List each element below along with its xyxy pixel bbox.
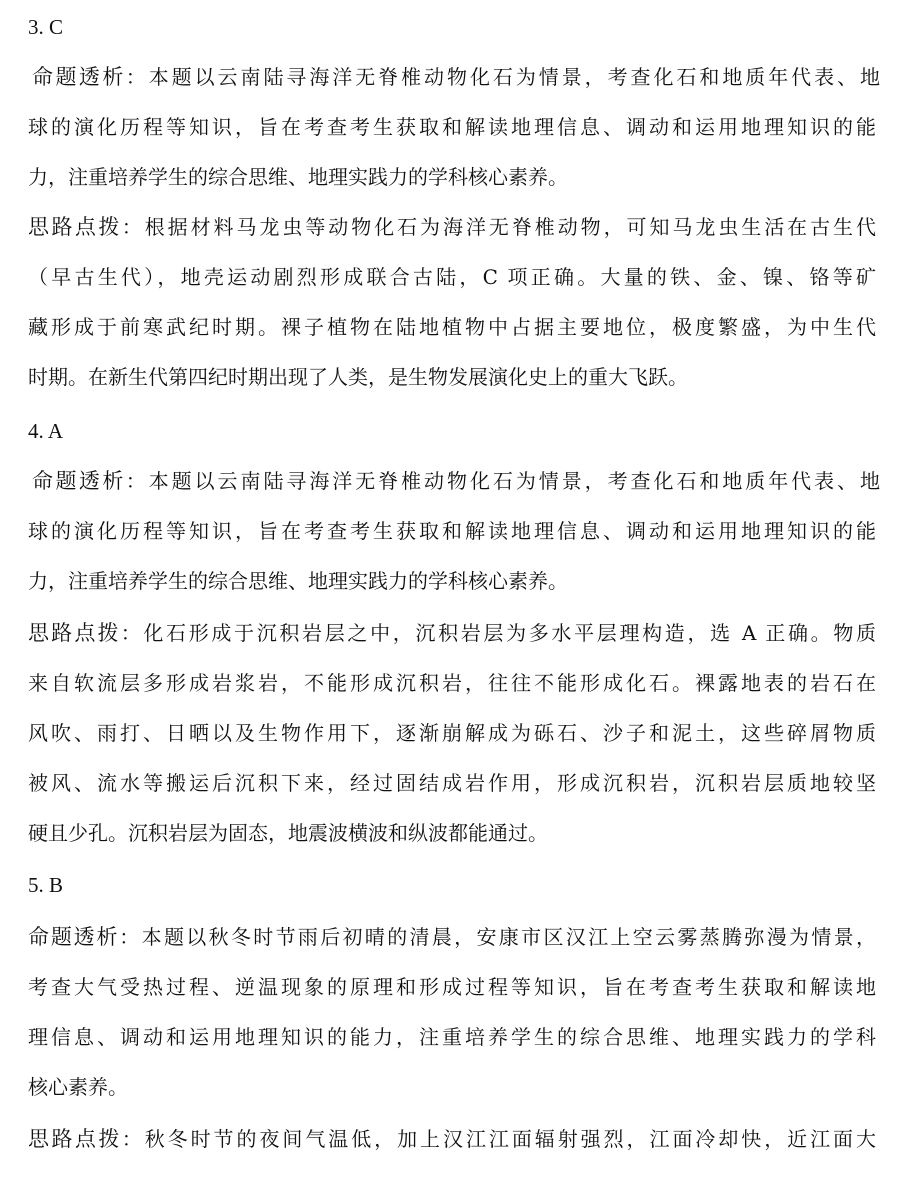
- item3-hint-line2: （早古生代），地壳运动剧烈形成联合古陆，C 项正确。大量的铁、金、镍、铬等矿: [28, 265, 876, 289]
- item4-analysis-line3: 力，注重培养学生的综合思维、地理实践力的学科核心素养。: [28, 569, 568, 593]
- question-number-5: 5. B: [28, 873, 64, 897]
- hint-label: 思路点拨: [28, 215, 122, 239]
- item4-analysis-line1: [32, 468, 880, 494]
- item4-hint-line4: 被风、流水等搬运后沉积下来，经过固结成岩作用，形成沉积岩，沉积岩层质地较坚: [28, 771, 876, 795]
- item4-hint-line3: 风吹、雨打、日晒以及生物作用下，逐渐崩解成为砾石、沙子和泥土，这些碎屑物质: [28, 721, 876, 745]
- question-number-3: 3. C: [28, 15, 64, 39]
- hint-text: ：秋冬时节的夜间气温低，加上汉江江面辐射强烈，江面冷却快，近江面大: [121, 1127, 876, 1151]
- item5-analysis-line4: 核心素养。: [28, 1075, 128, 1099]
- item3-analysis-line3: 力，注重培养学生的综合思维、地理实践力的学科核心素养。: [28, 165, 568, 189]
- item5-hint-line1: [28, 1126, 876, 1152]
- analysis-text: ：本题以秋冬时节雨后初晴的清晨，安康市区汉江上空云雾蒸腾弥漫为情景，: [119, 925, 876, 949]
- item4-analysis-line2: 球的演化历程等知识，旨在考查考生获取和解读地理信息、调动和运用地理知识的能: [28, 519, 876, 543]
- hint-label: 思路点拨: [28, 1127, 122, 1151]
- analysis-text: ：本题以云南陆寻海洋无脊椎动物化石为情景，考查化石和地质年代表、地: [125, 469, 880, 493]
- item5-analysis-line1: [28, 924, 876, 950]
- item3-hint-line1: [28, 214, 876, 240]
- item3-hint-line4: 时期。在新生代第四纪时期出现了人类，是生物发展演化史上的重大飞跃。: [28, 365, 688, 389]
- analysis-text: ：本题以云南陆寻海洋无脊椎动物化石为情景，考查化石和地质年代表、地: [125, 65, 880, 89]
- item3-hint-line3: 藏形成于前寒武纪时期。裸子植物在陆地植物中占据主要地位，极度繁盛，为中生代: [28, 315, 876, 339]
- analysis-label: 命题透析: [32, 469, 126, 493]
- item4-hint-line2: 来自软流层多形成岩浆岩，不能形成沉积岩，往往不能形成化石。裸露地表的岩石在: [28, 671, 876, 695]
- item4-hint-line1: [28, 620, 876, 646]
- item5-analysis-line3: 理信息、调动和运用地理知识的能力，注重培养学生的综合思维、地理实践力的学科: [28, 1025, 876, 1049]
- hint-label: 思路点拨: [28, 621, 121, 645]
- item5-analysis-line2: 考查大气受热过程、逆温现象的原理和形成过程等知识，旨在考查考生获取和解读地: [28, 975, 876, 999]
- analysis-label: 命题透析: [32, 65, 126, 89]
- item3-analysis-line1: [32, 64, 880, 90]
- hint-text: ：根据材料马龙虫等动物化石为海洋无脊椎动物，可知马龙虫生活在古生代: [121, 215, 876, 239]
- item4-hint-line5: 硬且少孔。沉积岩层为固态，地震波横波和纵波都能通过。: [28, 821, 548, 845]
- item3-analysis-line2: 球的演化历程等知识，旨在考查考生获取和解读地理信息、调动和运用地理知识的能: [28, 115, 876, 139]
- analysis-label: 命题透析: [28, 925, 120, 949]
- question-number-4: 4. A: [28, 419, 64, 443]
- hint-text: ：化石形成于沉积岩层之中，沉积岩层为多水平层理构造，选 A 正确。物质: [120, 621, 876, 645]
